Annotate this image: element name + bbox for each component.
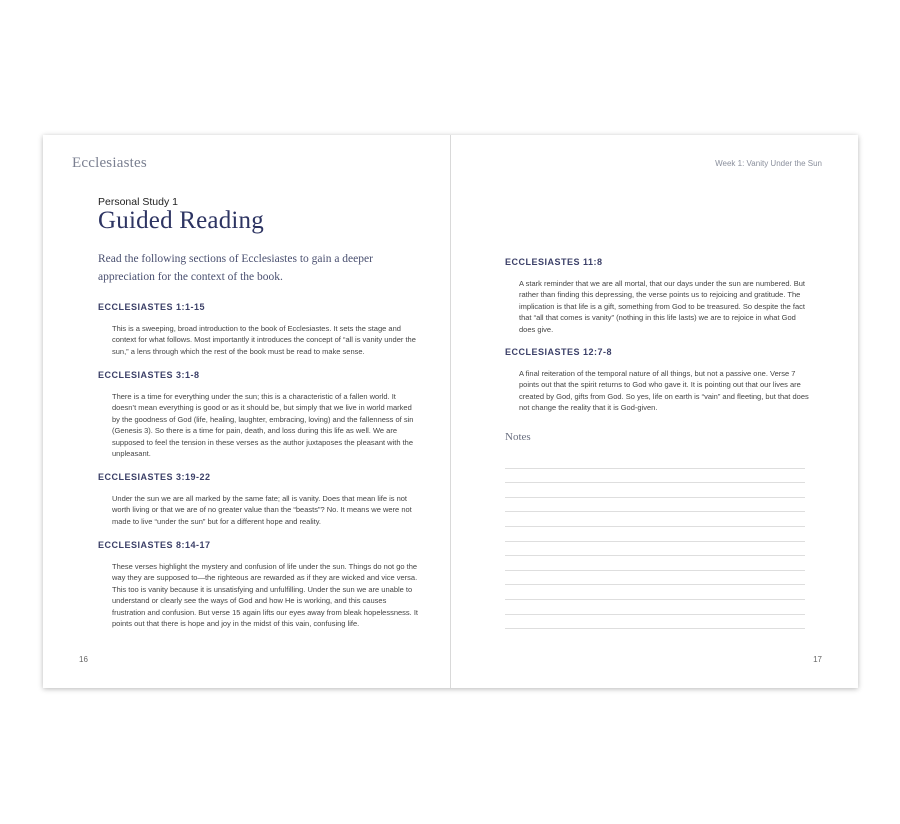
section-ecclesiastes-3-1-8	[98, 370, 418, 459]
section-ecclesiastes-3-19-22	[98, 472, 418, 527]
notes-line[interactable]	[505, 469, 805, 484]
notes-lines	[505, 454, 805, 629]
section-heading: ECCLESIASTES 11:8	[505, 257, 603, 267]
book-spread	[43, 135, 858, 688]
intro-text: Read the following sections of Ecclesiastes to gain a deeper appreciation for the context of the book.	[98, 253, 373, 283]
running-title: Week 1: Vanity Under the Sun	[715, 159, 822, 168]
page-number: 16	[79, 655, 88, 664]
notes-line[interactable]	[505, 483, 805, 498]
notes-line[interactable]	[505, 527, 805, 542]
notes-line[interactable]	[505, 585, 805, 600]
page-title: Guided Reading	[98, 207, 264, 234]
section-body: A final reiteration of the temporal nature of all things, but not a passive one. Verse 7 points out that the spirit returns to God who gave it. It is pointing out that our lives are created by God, gifts from God. So yes, life on earth is “vain” and fleeting, but that does not change the reality that it is God-given.	[519, 369, 809, 413]
section-heading: ECCLESIASTES 3:19-22	[98, 472, 211, 482]
section-body: This is a sweeping, broad introduction to the book of Ecclesiastes. It sets the stage and context for what follows. Most importantly it introduces the concept of “all is vanity under the sun,” a lens through which the rest of the book must be read to make sense.	[112, 324, 416, 356]
notes-line[interactable]	[505, 571, 805, 586]
notes-line[interactable]	[505, 542, 805, 557]
notes-label: Notes	[505, 431, 531, 443]
section-ecclesiastes-11-8	[505, 257, 805, 335]
section-body: Under the sun we are all marked by the same fate; all is vanity. Does that mean life is not worth living or that we are of no greater value than the “beasts”? No. It means we were not made to live “under the sun” but for a different hope and reality.	[112, 494, 412, 526]
section-heading: ECCLESIASTES 3:1-8	[98, 370, 200, 380]
page-number: 17	[813, 655, 822, 664]
section-heading: ECCLESIASTES 12:7-8	[505, 347, 613, 357]
section-ecclesiastes-12-7-8	[505, 347, 809, 414]
section-ecclesiastes-1-1-15	[98, 302, 418, 357]
section-heading: ECCLESIASTES 1:1-15	[98, 302, 206, 312]
left-page	[43, 135, 450, 688]
section-body: A stark reminder that we are all mortal, that our days under the sun are numbered. But rather than finding this depressing, the verse points us to rejoicing and gratitude. The implication is that life is a gift, something from God to be treasured. So despite the fact that “all that comes is vanity” (nothing in this life lasts) we are to rejoice in what God does give.	[519, 279, 805, 334]
notes-line[interactable]	[505, 512, 805, 527]
section-heading: ECCLESIASTES 8:14-17	[98, 540, 211, 550]
section-ecclesiastes-8-14-17	[98, 540, 418, 629]
study-kicker: Personal Study 1	[98, 196, 178, 208]
notes-line[interactable]	[505, 556, 805, 571]
notes-line[interactable]	[505, 498, 805, 513]
section-body: These verses highlight the mystery and confusion of life under the sun. Things do not go the way they are supposed to—the righteous are rewarded as if they are wicked and vice versa. This too is vanity because it is unsatisfying and unfulfilling. Under the sun we are unable to understand or clearly see the ways of God and how He is working, and this causes frustration and confusion. But verse 15 again lifts our eyes away from bleak hopelessness. It points out that there is hope and joy in the midst of this vain, confusing life.	[112, 562, 418, 629]
right-page	[451, 135, 858, 688]
running-title: Ecclesiastes	[72, 155, 147, 171]
notes-line[interactable]	[505, 600, 805, 615]
section-body: There is a time for everything under the sun; this is a characteristic of a fallen world. It doesn’t mean everything is good or as it should be, but simply that we live in world marked by the goodness of God (life, healing, laughter, embracing, loving) and the fallenness of sin (Genesis 3). So there is a time for pain, death, and loss during this life as well. We are supposed to feel the tension in these verses as the author juxtaposes the pleasant with the unpleasant.	[112, 392, 414, 459]
notes-line[interactable]	[505, 454, 805, 469]
notes-line[interactable]	[505, 615, 805, 630]
